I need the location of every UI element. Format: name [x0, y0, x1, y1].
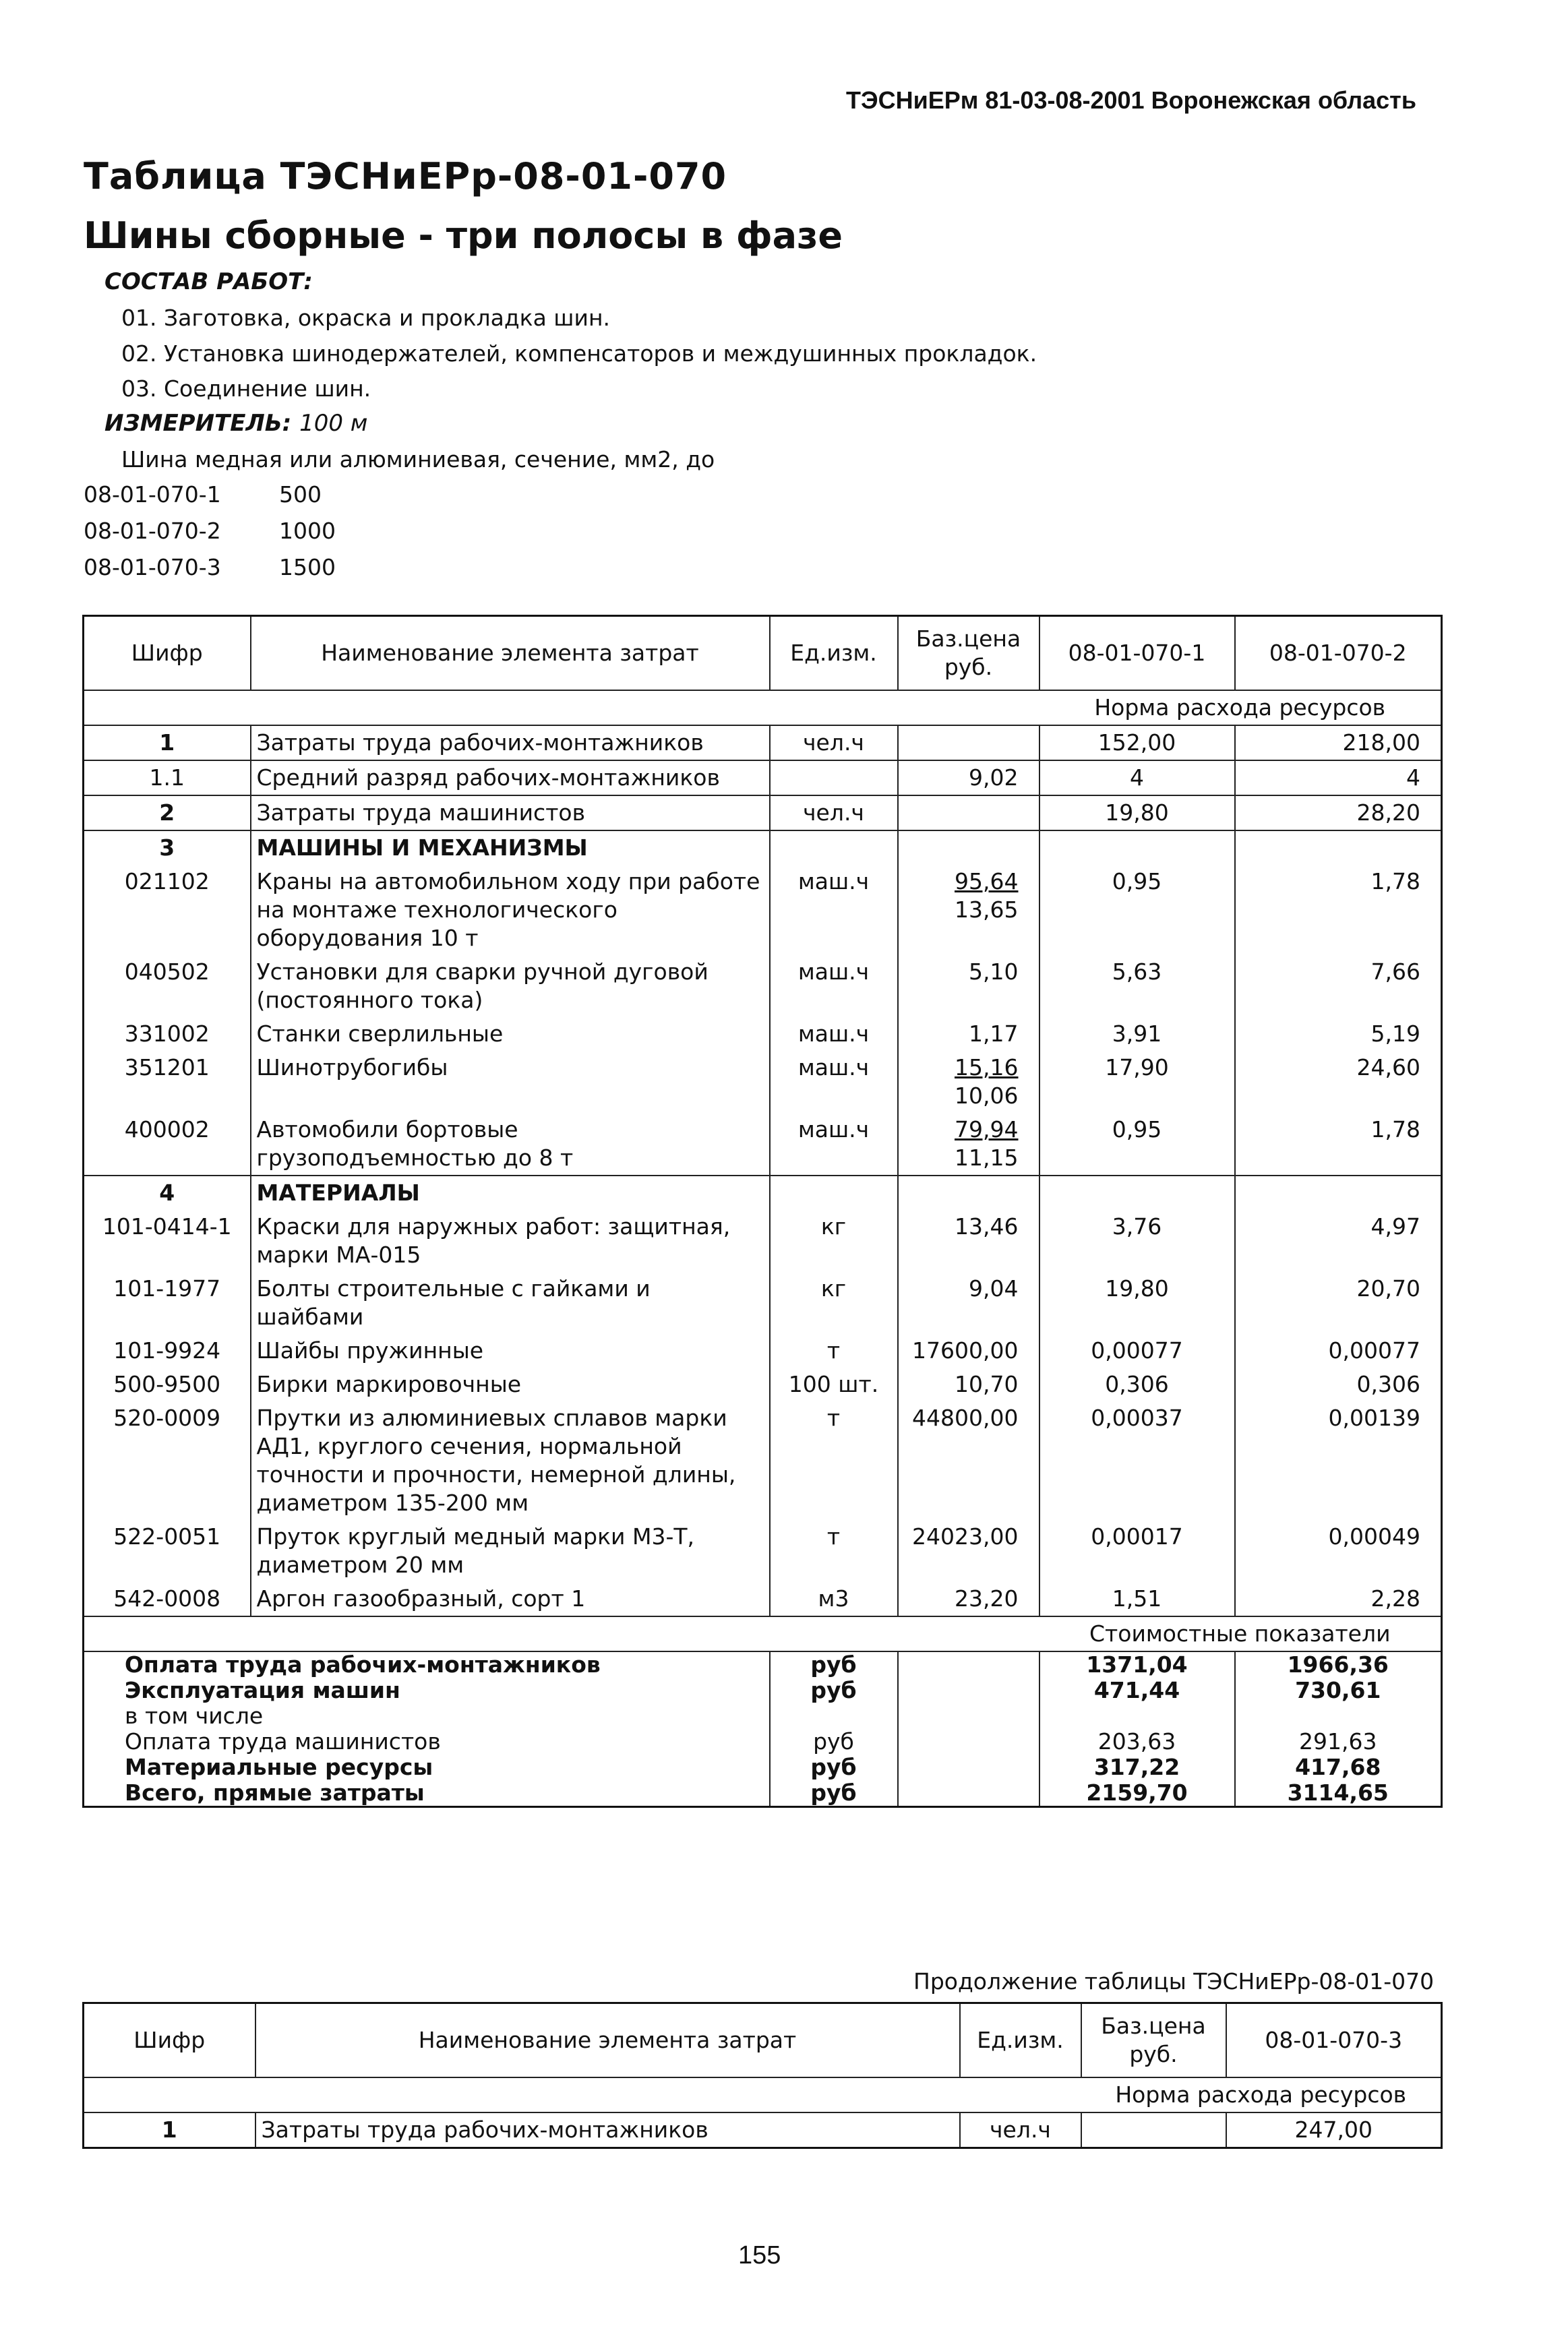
- cost-empty: [898, 1703, 1039, 1729]
- cost-col1: [1039, 1703, 1235, 1729]
- row-code: 1.1: [84, 760, 251, 795]
- row-code: 101-9924: [113, 1337, 221, 1364]
- cost-empty: [898, 1780, 1039, 1807]
- row-name: Установки для сварки ручной дуговой (постоянного тока): [251, 955, 770, 1017]
- row-name: Автомобили бортовые грузоподъемностью до 8 т: [251, 1113, 770, 1176]
- page-number: 155: [738, 2241, 781, 2270]
- row-unit: чел.ч: [960, 2112, 1081, 2148]
- cost-name: Всего, прямые затраты: [125, 1779, 425, 1806]
- cost-row: [84, 1729, 1442, 1755]
- row-price: [898, 1176, 1039, 1210]
- cost-row: [84, 1678, 1442, 1703]
- row-code: 400002: [124, 1116, 210, 1143]
- row-col2: 0,00077: [1235, 1334, 1442, 1368]
- cost-col2: [1235, 1703, 1442, 1729]
- cost-empty: [898, 1729, 1039, 1755]
- row-price-value: 24023,00: [912, 1523, 1019, 1550]
- row-col2: 24,60: [1235, 1051, 1442, 1113]
- row-unit: [770, 830, 898, 865]
- cost-col1: 2159,70: [1039, 1780, 1235, 1807]
- work-item: 02. Установка шинодержателей, компенсаторов и междушинных прокладок.: [121, 340, 1037, 367]
- row-name: МАТЕРИАЛЫ: [251, 1176, 770, 1210]
- code: 08-01-070-1: [84, 481, 221, 508]
- table-row: [84, 1051, 1442, 1113]
- code-value: 500: [279, 481, 322, 508]
- cost-unit: руб: [770, 1678, 898, 1703]
- row-code: 351201: [124, 1054, 210, 1081]
- cost-empty: [898, 1678, 1039, 1703]
- table-row: [84, 1017, 1442, 1051]
- row-price: [898, 1582, 1039, 1616]
- row-unit: т: [770, 1520, 898, 1582]
- row-unit: [770, 760, 898, 795]
- row-col2: 5,19: [1235, 1017, 1442, 1051]
- section-note: Шина медная или алюминиевая, сечение, мм2, до: [121, 446, 715, 473]
- code-line: [84, 481, 322, 508]
- row-col2: 7,66: [1235, 955, 1442, 1017]
- table-row: [84, 1113, 1442, 1176]
- row-price: [898, 1334, 1039, 1368]
- norma-label: Норма расхода ресурсов: [1039, 690, 1442, 725]
- row-col1: 5,63: [1039, 955, 1235, 1017]
- cost-name: в том числе: [125, 1703, 264, 1729]
- table-row: [84, 1582, 1442, 1616]
- row-col1: 0,00037: [1039, 1401, 1235, 1520]
- document-header: ТЭСНиЕРм 81-03-08-2001 Воронежская область: [846, 86, 1416, 114]
- row-name: Затраты труда машинистов: [251, 795, 770, 830]
- row-code: 520-0009: [113, 1405, 221, 1431]
- header-name: Наименование элемента затрат: [255, 2003, 960, 2078]
- row-code: 040502: [124, 958, 210, 985]
- table-row: [84, 955, 1442, 1017]
- izmeritel-line: [104, 410, 367, 437]
- izmeritel-label: ИЗМЕРИТЕЛЬ:: [104, 410, 292, 437]
- cost-unit: руб: [770, 1729, 898, 1755]
- row-col2: [1235, 830, 1442, 865]
- row-col2: 0,00139: [1235, 1401, 1442, 1520]
- norma-row: [84, 2077, 1442, 2112]
- row-name: Затраты труда рабочих-монтажников: [251, 725, 770, 760]
- row-name: Пруток круглый медный марки М3-Т, диаметром 20 мм: [251, 1520, 770, 1582]
- norma-row: [84, 690, 1442, 725]
- cost-col1: 203,63: [1039, 1729, 1235, 1755]
- row-price-value: 5,10: [969, 958, 1019, 985]
- row-code: 1: [84, 725, 251, 760]
- row-col1: 19,80: [1039, 795, 1235, 830]
- row-col2: 1,78: [1235, 865, 1442, 955]
- cost-unit: [770, 1703, 898, 1729]
- row-unit: чел.ч: [770, 795, 898, 830]
- header-col2: 08-01-070-2: [1235, 616, 1442, 691]
- row-name: Краны на автомобильном ходу при работе на монтаже технологического оборудования 10 т: [251, 865, 770, 955]
- cost-label: Стоимостные показатели: [1039, 1616, 1442, 1651]
- row-code: 522-0051: [113, 1523, 221, 1550]
- row-price: [898, 1051, 1039, 1113]
- table-row: [84, 1401, 1442, 1520]
- cost-name: Эксплуатация машин: [125, 1677, 400, 1703]
- header-col3: 08-01-070-3: [1226, 2003, 1442, 2078]
- table-row: [84, 865, 1442, 955]
- cost-unit: руб: [770, 1755, 898, 1780]
- table-row: [84, 1272, 1442, 1334]
- row-price: [898, 1401, 1039, 1520]
- row-price-value: 9,04: [969, 1275, 1019, 1302]
- row-col2: 4,97: [1235, 1210, 1442, 1272]
- row-code: 542-0008: [113, 1585, 221, 1612]
- code-value: 1000: [279, 518, 336, 544]
- row-code: 4: [84, 1176, 251, 1210]
- header-price: Баз.цена руб.: [1081, 2003, 1226, 2078]
- cost-col1: 1371,04: [1039, 1651, 1235, 1678]
- table-header-row: [84, 616, 1442, 691]
- cost-unit: руб: [770, 1651, 898, 1678]
- row-unit: 100 шт.: [770, 1368, 898, 1401]
- row-col1: 0,306: [1039, 1368, 1235, 1401]
- cost-row: [84, 1651, 1442, 1678]
- table-title: Таблица ТЭСНиЕРр-08-01-070: [84, 155, 727, 197]
- table2-header-row: [84, 2003, 1442, 2078]
- row-price: [898, 1113, 1039, 1176]
- table-row: [84, 725, 1442, 760]
- row-price-value: 1,17: [969, 1021, 1019, 1047]
- row-name: Станки сверлильные: [251, 1017, 770, 1051]
- row-price-value: 13,46: [955, 1213, 1019, 1240]
- cost-empty: [898, 1755, 1039, 1780]
- row-col1: 19,80: [1039, 1272, 1235, 1334]
- row-price: [898, 955, 1039, 1017]
- row-unit: т: [770, 1401, 898, 1520]
- cost-col2: 291,63: [1235, 1729, 1442, 1755]
- row-name: Прутки из алюминиевых сплавов марки АД1, круглого сечения, нормальной точности и прочности, немерной длины, диаметром 135-200 мм: [251, 1401, 770, 1520]
- cost-label-row: [84, 1616, 1442, 1651]
- header-col1: 08-01-070-1: [1039, 616, 1235, 691]
- row-price-value: 9,02: [969, 764, 1019, 791]
- row-unit: маш.ч: [770, 955, 898, 1017]
- cost-unit: руб: [770, 1780, 898, 1807]
- row-name: Болты строительные с гайками и шайбами: [251, 1272, 770, 1334]
- table-row: [84, 2112, 1442, 2148]
- row-col1: 0,95: [1039, 865, 1235, 955]
- code: 08-01-070-3: [84, 554, 221, 580]
- row-price-value: 79,94: [955, 1116, 1019, 1143]
- row-name: Затраты труда рабочих-монтажников: [255, 2112, 960, 2148]
- work-item: 03. Соединение шин.: [121, 375, 371, 402]
- table-subtitle: Шины сборные - три полосы в фазе: [84, 214, 843, 257]
- continuation-table: [82, 2002, 1443, 2149]
- header-code: Шифр: [131, 640, 203, 666]
- cost-col1: 317,22: [1039, 1755, 1235, 1780]
- row-code: 101-1977: [113, 1275, 221, 1302]
- table-row: [84, 1176, 1442, 1210]
- row-col1: 0,95: [1039, 1113, 1235, 1176]
- row-col2: [1235, 1176, 1442, 1210]
- code-value: 1500: [279, 554, 336, 580]
- row-name: Шайбы пружинные: [251, 1334, 770, 1368]
- norma-label: Норма расхода ресурсов: [1081, 2077, 1442, 2112]
- row-col2: 0,00049: [1235, 1520, 1442, 1582]
- row-price-value: 95,64: [955, 868, 1019, 894]
- row-code: 331002: [124, 1021, 210, 1047]
- header-unit: Ед.изм.: [770, 616, 898, 691]
- cost-col2: 3114,65: [1235, 1780, 1442, 1807]
- row-price: [898, 1368, 1039, 1401]
- cost-row: [84, 1780, 1442, 1807]
- row-price-value: 44800,00: [912, 1405, 1019, 1431]
- row-code: 1: [84, 2112, 255, 2148]
- table-row: [84, 1368, 1442, 1401]
- row-col1: 152,00: [1039, 725, 1235, 760]
- row-col1: 0,00017: [1039, 1520, 1235, 1582]
- table-row: [84, 1520, 1442, 1582]
- row-price: [898, 1272, 1039, 1334]
- row-code: 3: [84, 830, 251, 865]
- cost-name: Материальные ресурсы: [125, 1754, 433, 1780]
- row-price: [898, 795, 1039, 830]
- row-col1: 1,51: [1039, 1582, 1235, 1616]
- row-price: [898, 1017, 1039, 1051]
- row-col1: [1039, 830, 1235, 865]
- row-price-driver: 13,65: [955, 896, 1019, 923]
- cost-name: Оплата труда рабочих-монтажников: [84, 1651, 770, 1678]
- header-price: Баз.цена руб.: [898, 616, 1039, 691]
- row-price: [898, 830, 1039, 865]
- row-price-driver: 10,06: [955, 1083, 1019, 1109]
- cost-empty: [898, 1651, 1039, 1678]
- row-unit: маш.ч: [770, 1113, 898, 1176]
- sostav-label: СОСТАВ РАБОТ:: [104, 268, 313, 295]
- row-price: [898, 1210, 1039, 1272]
- table-row: [84, 795, 1442, 830]
- cost-row: [84, 1703, 1442, 1729]
- row-col2: 28,20: [1235, 795, 1442, 830]
- row-col2: 4: [1235, 760, 1442, 795]
- code: 08-01-070-2: [84, 518, 221, 544]
- row-col1: [1039, 1176, 1235, 1210]
- row-unit: маш.ч: [770, 1017, 898, 1051]
- cost-col2: 417,68: [1235, 1755, 1442, 1780]
- row-col2: 1,78: [1235, 1113, 1442, 1176]
- row-unit: т: [770, 1334, 898, 1368]
- row-name: Аргон газообразный, сорт 1: [251, 1582, 770, 1616]
- row-price: [1081, 2112, 1226, 2148]
- row-price-value: 15,16: [955, 1054, 1019, 1081]
- row-col2: 218,00: [1235, 725, 1442, 760]
- table-row: [84, 760, 1442, 795]
- row-col2: 2,28: [1235, 1582, 1442, 1616]
- cost-col2: 730,61: [1235, 1678, 1442, 1703]
- row-unit: чел.ч: [770, 725, 898, 760]
- row-col1: 3,76: [1039, 1210, 1235, 1272]
- table-row: [84, 830, 1442, 865]
- row-unit: кг: [770, 1210, 898, 1272]
- header-code: Шифр: [133, 2027, 206, 2053]
- row-name: Шинотрубогибы: [251, 1051, 770, 1113]
- row-price: [898, 865, 1039, 955]
- row-price: [898, 760, 1039, 795]
- izmeritel-value: 100 м: [299, 410, 368, 437]
- row-unit: маш.ч: [770, 865, 898, 955]
- row-col2: 0,306: [1235, 1368, 1442, 1401]
- row-col1: 17,90: [1039, 1051, 1235, 1113]
- row-code: 101-0414-1: [102, 1213, 232, 1240]
- row-price: [898, 725, 1039, 760]
- cost-row: [84, 1755, 1442, 1780]
- row-price-value: 17600,00: [912, 1337, 1019, 1364]
- header-unit: Ед.изм.: [960, 2003, 1081, 2078]
- row-code: 021102: [124, 868, 210, 894]
- row-col3: 247,00: [1226, 2112, 1442, 2148]
- code-line: [84, 554, 336, 580]
- row-code: 500-9500: [113, 1371, 221, 1397]
- row-unit: кг: [770, 1272, 898, 1334]
- cost-col2: 1966,36: [1235, 1651, 1442, 1678]
- work-item: 01. Заготовка, окраска и прокладка шин.: [121, 305, 611, 331]
- continuation-label: Продолжение таблицы ТЭСНиЕРр-08-01-070: [913, 1968, 1435, 1995]
- row-code: 2: [84, 795, 251, 830]
- header-name: Наименование элемента затрат: [251, 616, 770, 691]
- cost-col1: 471,44: [1039, 1678, 1235, 1703]
- row-price-driver: 11,15: [955, 1145, 1019, 1171]
- row-price: [898, 1520, 1039, 1582]
- row-name: Средний разряд рабочих-монтажников: [251, 760, 770, 795]
- row-unit: маш.ч: [770, 1051, 898, 1113]
- row-name: Краски для наружных работ: защитная, марки МА-015: [251, 1210, 770, 1272]
- row-col1: 3,91: [1039, 1017, 1235, 1051]
- row-col1: 0,00077: [1039, 1334, 1235, 1368]
- row-name: МАШИНЫ И МЕХАНИЗМЫ: [251, 830, 770, 865]
- row-price-value: 23,20: [955, 1585, 1019, 1612]
- row-price-value: 10,70: [955, 1371, 1019, 1397]
- row-unit: [770, 1176, 898, 1210]
- code-line: [84, 518, 336, 544]
- row-unit: м3: [770, 1582, 898, 1616]
- row-col1: 4: [1039, 760, 1235, 795]
- resource-table: [82, 615, 1443, 1808]
- row-col2: 20,70: [1235, 1272, 1442, 1334]
- cost-name: Оплата труда машинистов: [125, 1728, 441, 1755]
- table-row: [84, 1210, 1442, 1272]
- table-row: [84, 1334, 1442, 1368]
- row-name: Бирки маркировочные: [251, 1368, 770, 1401]
